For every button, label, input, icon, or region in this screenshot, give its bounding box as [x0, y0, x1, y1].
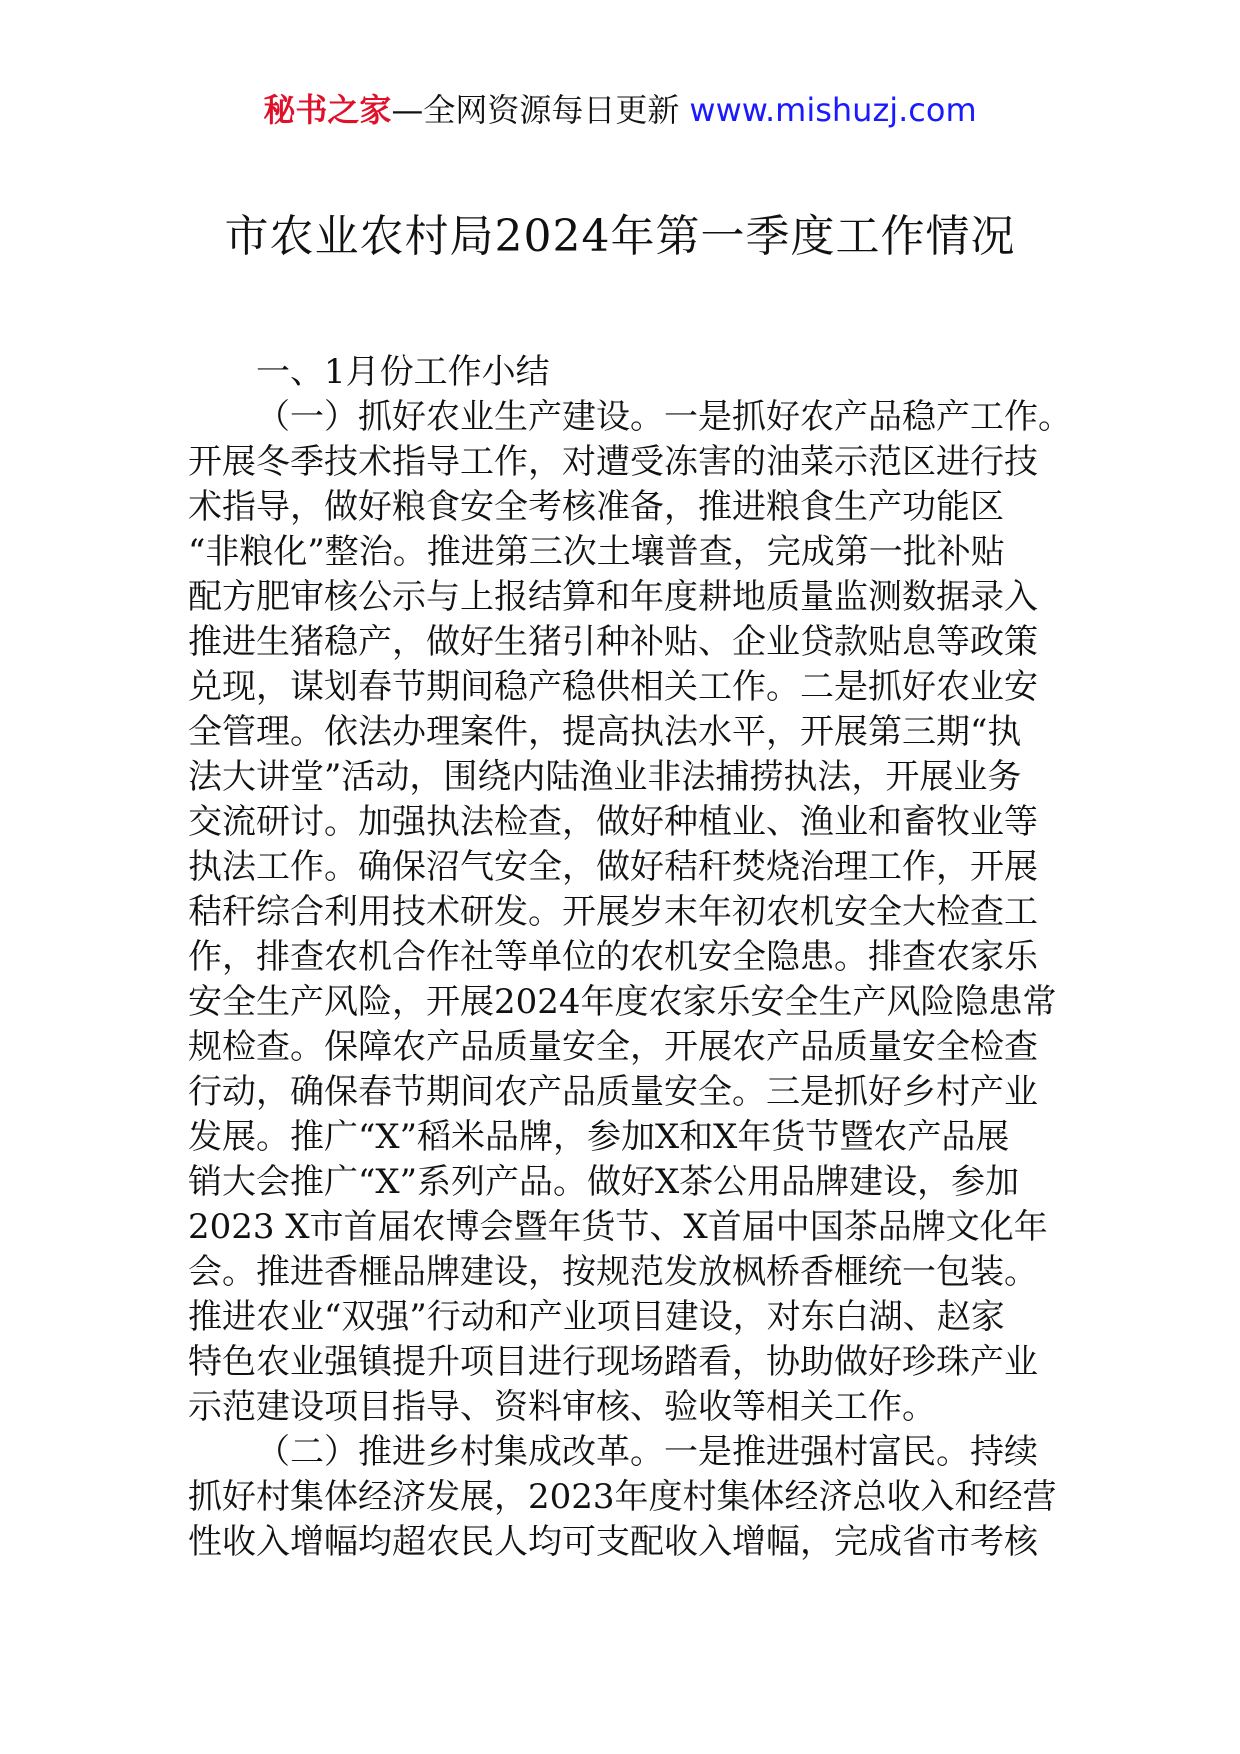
paragraph-line: 会。推进香榧品牌建设，按规范发放枫桥香榧统一包装。 — [188, 1252, 1038, 1292]
paragraph-line: 特色农业强镇提升项目进行现场踏看，协助做好珍珠产业 — [188, 1342, 1038, 1382]
paragraph-line: （一）抓好农业生产建设。一是抓好农产品稳产工作。 — [256, 397, 1072, 437]
site-url[interactable]: www.mishuzj.com — [689, 91, 977, 129]
site-header — [0, 88, 1240, 132]
paragraph-line: 销大会推广“X”系列产品。做好X茶公用品牌建设，参加 — [188, 1162, 1020, 1202]
site-tagline: —全网资源每日更新 — [391, 91, 680, 129]
paragraph-line: 秸秆综合利用技术研发。开展岁末年初农机安全大检查工 — [188, 892, 1038, 932]
paragraph-line: 2023 X市首届农博会暨年货节、X首届中国茶品牌文化年 — [188, 1207, 1048, 1247]
paragraph-line: 术指导，做好粮食安全考核准备，推进粮食生产功能区 — [188, 487, 1004, 527]
section-heading: 一、1月份工作小结 — [256, 352, 550, 392]
paragraph-line: 全管理。依法办理案件，提高执法水平，开展第三期“执 — [188, 712, 1022, 752]
document-title: 市农业农村局2024年第一季度工作情况 — [224, 211, 1016, 262]
paragraph-line: 法大讲堂”活动，围绕内陆渔业非法捕捞执法，开展业务 — [188, 757, 1022, 797]
paragraph-line: 推进农业“双强”行动和产业项目建设，对东白湖、赵家 — [188, 1297, 1005, 1337]
paragraph-line: 执法工作。确保沼气安全，做好秸秆焚烧治理工作，开展 — [188, 847, 1038, 887]
paragraph-line: 作，排查农机合作社等单位的农机安全隐患。排查农家乐 — [188, 937, 1038, 977]
paragraph-line: 交流研讨。加强执法检查，做好种植业、渔业和畜牧业等 — [188, 802, 1038, 842]
paragraph-line: 开展冬季技术指导工作，对遭受冻害的油菜示范区进行技 — [188, 442, 1038, 482]
paragraph-line: 行动，确保春节期间农产品质量安全。三是抓好乡村产业 — [188, 1072, 1038, 1112]
paragraph-line: 发展。推广“X”稻米品牌，参加X和X年货节暨农产品展 — [188, 1117, 1010, 1157]
document-body — [188, 350, 1072, 1565]
paragraph-line: 示范建设项目指导、资料审核、验收等相关工作。 — [188, 1387, 936, 1427]
paragraph-line: 配方肥审核公示与上报结算和年度耕地质量监测数据录入 — [188, 577, 1038, 617]
paragraph-line: 性收入增幅均超农民人均可支配收入增幅，完成省市考核 — [188, 1522, 1038, 1562]
paragraph-line: 兑现，谋划春节期间稳产稳供相关工作。二是抓好农业安 — [188, 667, 1038, 707]
paragraph-line: 规检查。保障农产品质量安全，开展农产品质量安全检查 — [188, 1027, 1038, 1067]
site-brand: 秘书之家 — [263, 91, 392, 129]
paragraph-line: 推进生猪稳产，做好生猪引种补贴、企业贷款贴息等政策 — [188, 622, 1038, 662]
paragraph-line: “非粮化”整治。推进第三次土壤普查，完成第一批补贴 — [188, 532, 1005, 572]
paragraph-line: 抓好村集体经济发展，2023年度村集体经济总收入和经营 — [188, 1477, 1057, 1517]
paragraph-line: （二）推进乡村集成改革。一是推进强村富民。持续 — [256, 1432, 1038, 1472]
paragraph-line: 安全生产风险，开展2024年度农家乐安全生产风险隐患常 — [188, 982, 1057, 1022]
